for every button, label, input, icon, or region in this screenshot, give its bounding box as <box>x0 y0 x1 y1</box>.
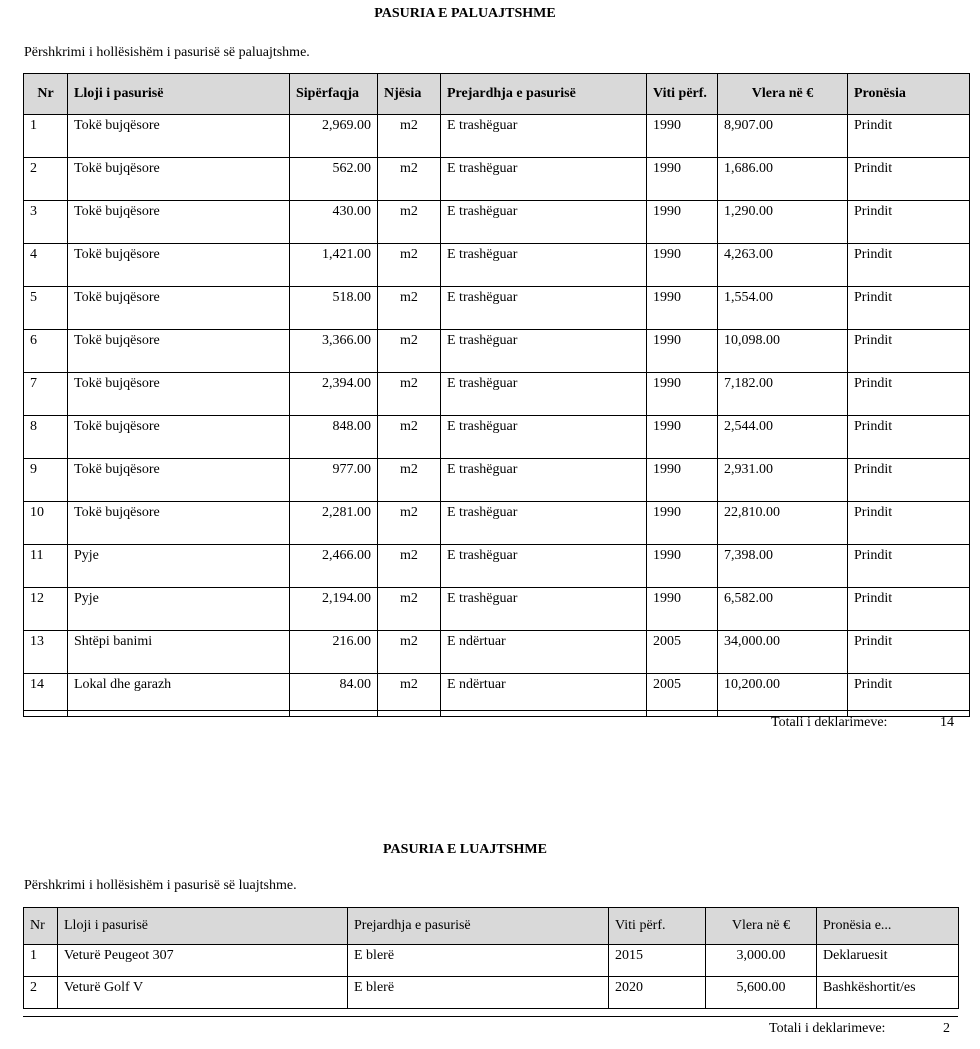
cell-nr: 1 <box>24 945 58 977</box>
cell-year: 1990 <box>647 416 718 459</box>
cell-year: 2015 <box>609 945 706 977</box>
table-row <box>24 244 970 287</box>
col-header: Sipërfaqja <box>290 74 378 115</box>
cell-ownership: Prindit <box>848 287 970 330</box>
cell-ownership: Prindit <box>848 330 970 373</box>
cell-area: 1,421.00 <box>290 244 378 287</box>
cell-year: 1990 <box>647 244 718 287</box>
cell-area: 848.00 <box>290 416 378 459</box>
col-header: Viti përf. <box>609 908 706 945</box>
cell-nr: 5 <box>24 287 68 330</box>
cell-area: 518.00 <box>290 287 378 330</box>
table-row <box>24 588 970 631</box>
cell-area: 430.00 <box>290 201 378 244</box>
cell-type: Lokal dhe garazh <box>68 674 290 717</box>
cell-origin: E ndërtuar <box>441 674 647 717</box>
cell-nr: 11 <box>24 545 68 588</box>
table-row <box>24 631 970 674</box>
table-row <box>24 158 970 201</box>
cell-value: 1,554.00 <box>718 287 848 330</box>
cell-year: 1990 <box>647 373 718 416</box>
cell-value: 7,398.00 <box>718 545 848 588</box>
cell-nr: 1 <box>24 115 68 158</box>
table-row <box>24 459 970 502</box>
cell-type: Tokë bujqësore <box>68 502 290 545</box>
immovable-total <box>771 715 954 731</box>
cell-value: 8,907.00 <box>718 115 848 158</box>
table-row <box>24 330 970 373</box>
cell-ownership: Prindit <box>848 631 970 674</box>
cell-unit: m2 <box>378 502 441 545</box>
cell-unit: m2 <box>378 330 441 373</box>
cell-value: 22,810.00 <box>718 502 848 545</box>
cell-nr: 4 <box>24 244 68 287</box>
cell-origin: E trashëguar <box>441 545 647 588</box>
cell-type: Veturë Golf V <box>58 977 348 1009</box>
cell-unit: m2 <box>378 674 441 717</box>
cell-origin: E trashëguar <box>441 158 647 201</box>
cell-nr: 9 <box>24 459 68 502</box>
cell-ownership: Prindit <box>848 244 970 287</box>
cell-nr: 2 <box>24 158 68 201</box>
cell-year: 1990 <box>647 459 718 502</box>
cell-year: 1990 <box>647 545 718 588</box>
table-row <box>24 945 959 977</box>
cell-type: Tokë bujqësore <box>68 287 290 330</box>
cell-unit: m2 <box>378 631 441 674</box>
cell-year: 1990 <box>647 287 718 330</box>
table-header-row <box>24 74 970 115</box>
cell-value: 4,263.00 <box>718 244 848 287</box>
cell-ownership: Prindit <box>848 502 970 545</box>
table-end-line <box>23 710 969 711</box>
cell-value: 6,582.00 <box>718 588 848 631</box>
cell-area: 2,969.00 <box>290 115 378 158</box>
col-header: Lloji i pasurisë <box>68 74 290 115</box>
cell-ownership: Prindit <box>848 416 970 459</box>
col-header: Nr <box>24 74 68 115</box>
cell-ownership: Prindit <box>848 373 970 416</box>
cell-value: 34,000.00 <box>718 631 848 674</box>
cell-value: 10,098.00 <box>718 330 848 373</box>
cell-type: Tokë bujqësore <box>68 158 290 201</box>
cell-unit: m2 <box>378 244 441 287</box>
cell-origin: E blerë <box>348 945 609 977</box>
cell-value: 7,182.00 <box>718 373 848 416</box>
cell-value: 2,544.00 <box>718 416 848 459</box>
cell-ownership: Prindit <box>848 459 970 502</box>
cell-unit: m2 <box>378 545 441 588</box>
table-row <box>24 502 970 545</box>
cell-area: 84.00 <box>290 674 378 717</box>
cell-unit: m2 <box>378 373 441 416</box>
cell-ownership: Prindit <box>848 158 970 201</box>
cell-area: 3,366.00 <box>290 330 378 373</box>
cell-type: Tokë bujqësore <box>68 244 290 287</box>
cell-origin: E trashëguar <box>441 330 647 373</box>
cell-year: 1990 <box>647 201 718 244</box>
cell-type: Shtëpi banimi <box>68 631 290 674</box>
cell-year: 1990 <box>647 158 718 201</box>
cell-value: 10,200.00 <box>718 674 848 717</box>
cell-unit: m2 <box>378 588 441 631</box>
cell-type: Pyje <box>68 588 290 631</box>
movable-total <box>769 1021 950 1037</box>
table-header-row <box>24 908 959 945</box>
cell-type: Tokë bujqësore <box>68 459 290 502</box>
cell-ownership: Prindit <box>848 201 970 244</box>
cell-type: Tokë bujqësore <box>68 201 290 244</box>
cell-ownership: Deklaruesit <box>817 945 959 977</box>
cell-nr: 7 <box>24 373 68 416</box>
cell-unit: m2 <box>378 115 441 158</box>
cell-origin: E trashëguar <box>441 287 647 330</box>
cell-area: 977.00 <box>290 459 378 502</box>
total-value: 14 <box>940 715 954 730</box>
cell-value: 1,290.00 <box>718 201 848 244</box>
table-row <box>24 373 970 416</box>
cell-type: Tokë bujqësore <box>68 115 290 158</box>
col-header: Vlera në € <box>706 908 817 945</box>
cell-origin: E trashëguar <box>441 115 647 158</box>
col-header: Prejardhja e pasurisë <box>441 74 647 115</box>
cell-area: 2,194.00 <box>290 588 378 631</box>
table-row <box>24 545 970 588</box>
col-header: Pronësia <box>848 74 970 115</box>
cell-area: 216.00 <box>290 631 378 674</box>
cell-year: 1990 <box>647 330 718 373</box>
cell-origin: E trashëguar <box>441 244 647 287</box>
col-header: Vlera në € <box>718 74 848 115</box>
cell-area: 2,281.00 <box>290 502 378 545</box>
cell-ownership: Bashkëshortit/es <box>817 977 959 1009</box>
cell-origin: E trashëguar <box>441 373 647 416</box>
cell-type: Tokë bujqësore <box>68 330 290 373</box>
col-header: Pronësia e... <box>817 908 959 945</box>
cell-area: 562.00 <box>290 158 378 201</box>
movable-title: PASURIA E LUAJTSHME <box>383 842 547 857</box>
cell-year: 2020 <box>609 977 706 1009</box>
immovable-subtitle: Përshkrimi i hollësishëm i pasurisë së paluajtshme. <box>24 45 310 60</box>
cell-value: 3,000.00 <box>706 945 817 977</box>
cell-nr: 6 <box>24 330 68 373</box>
cell-ownership: Prindit <box>848 545 970 588</box>
cell-origin: E trashëguar <box>441 416 647 459</box>
cell-nr: 2 <box>24 977 58 1009</box>
cell-value: 5,600.00 <box>706 977 817 1009</box>
cell-nr: 12 <box>24 588 68 631</box>
cell-unit: m2 <box>378 416 441 459</box>
cell-year: 1990 <box>647 588 718 631</box>
table-row <box>24 977 959 1009</box>
cell-origin: E trashëguar <box>441 201 647 244</box>
cell-ownership: Prindit <box>848 674 970 717</box>
cell-type: Tokë bujqësore <box>68 416 290 459</box>
table-row <box>24 416 970 459</box>
cell-origin: E trashëguar <box>441 459 647 502</box>
total-value: 2 <box>943 1021 950 1036</box>
cell-origin: E trashëguar <box>441 502 647 545</box>
cell-year: 1990 <box>647 115 718 158</box>
cell-nr: 8 <box>24 416 68 459</box>
immovable-title: PASURIA E PALUAJTSHME <box>374 6 556 21</box>
col-header: Prejardhja e pasurisë <box>348 908 609 945</box>
cell-value: 1,686.00 <box>718 158 848 201</box>
total-label: Totali i deklarimeve: <box>771 715 888 730</box>
cell-type: Veturë Peugeot 307 <box>58 945 348 977</box>
total-label: Totali i deklarimeve: <box>769 1021 886 1036</box>
cell-origin: E blerë <box>348 977 609 1009</box>
movable-table <box>23 907 959 1009</box>
cell-nr: 14 <box>24 674 68 717</box>
cell-origin: E ndërtuar <box>441 631 647 674</box>
cell-type: Pyje <box>68 545 290 588</box>
cell-year: 2005 <box>647 674 718 717</box>
cell-ownership: Prindit <box>848 115 970 158</box>
cell-year: 2005 <box>647 631 718 674</box>
table-end-line <box>23 1016 958 1017</box>
cell-value: 2,931.00 <box>718 459 848 502</box>
cell-nr: 3 <box>24 201 68 244</box>
col-header: Nr <box>24 908 58 945</box>
cell-unit: m2 <box>378 158 441 201</box>
table-row <box>24 115 970 158</box>
cell-unit: m2 <box>378 287 441 330</box>
cell-nr: 10 <box>24 502 68 545</box>
cell-area: 2,394.00 <box>290 373 378 416</box>
table-row <box>24 201 970 244</box>
movable-subtitle: Përshkrimi i hollësishëm i pasurisë së luajtshme. <box>24 878 297 893</box>
cell-nr: 13 <box>24 631 68 674</box>
cell-unit: m2 <box>378 201 441 244</box>
cell-ownership: Prindit <box>848 588 970 631</box>
col-header: Viti përf. <box>647 74 718 115</box>
immovable-table <box>23 73 970 717</box>
cell-area: 2,466.00 <box>290 545 378 588</box>
table-row <box>24 287 970 330</box>
cell-unit: m2 <box>378 459 441 502</box>
cell-type: Tokë bujqësore <box>68 373 290 416</box>
cell-origin: E trashëguar <box>441 588 647 631</box>
cell-year: 1990 <box>647 502 718 545</box>
col-header: Njësia <box>378 74 441 115</box>
col-header: Lloji i pasurisë <box>58 908 348 945</box>
